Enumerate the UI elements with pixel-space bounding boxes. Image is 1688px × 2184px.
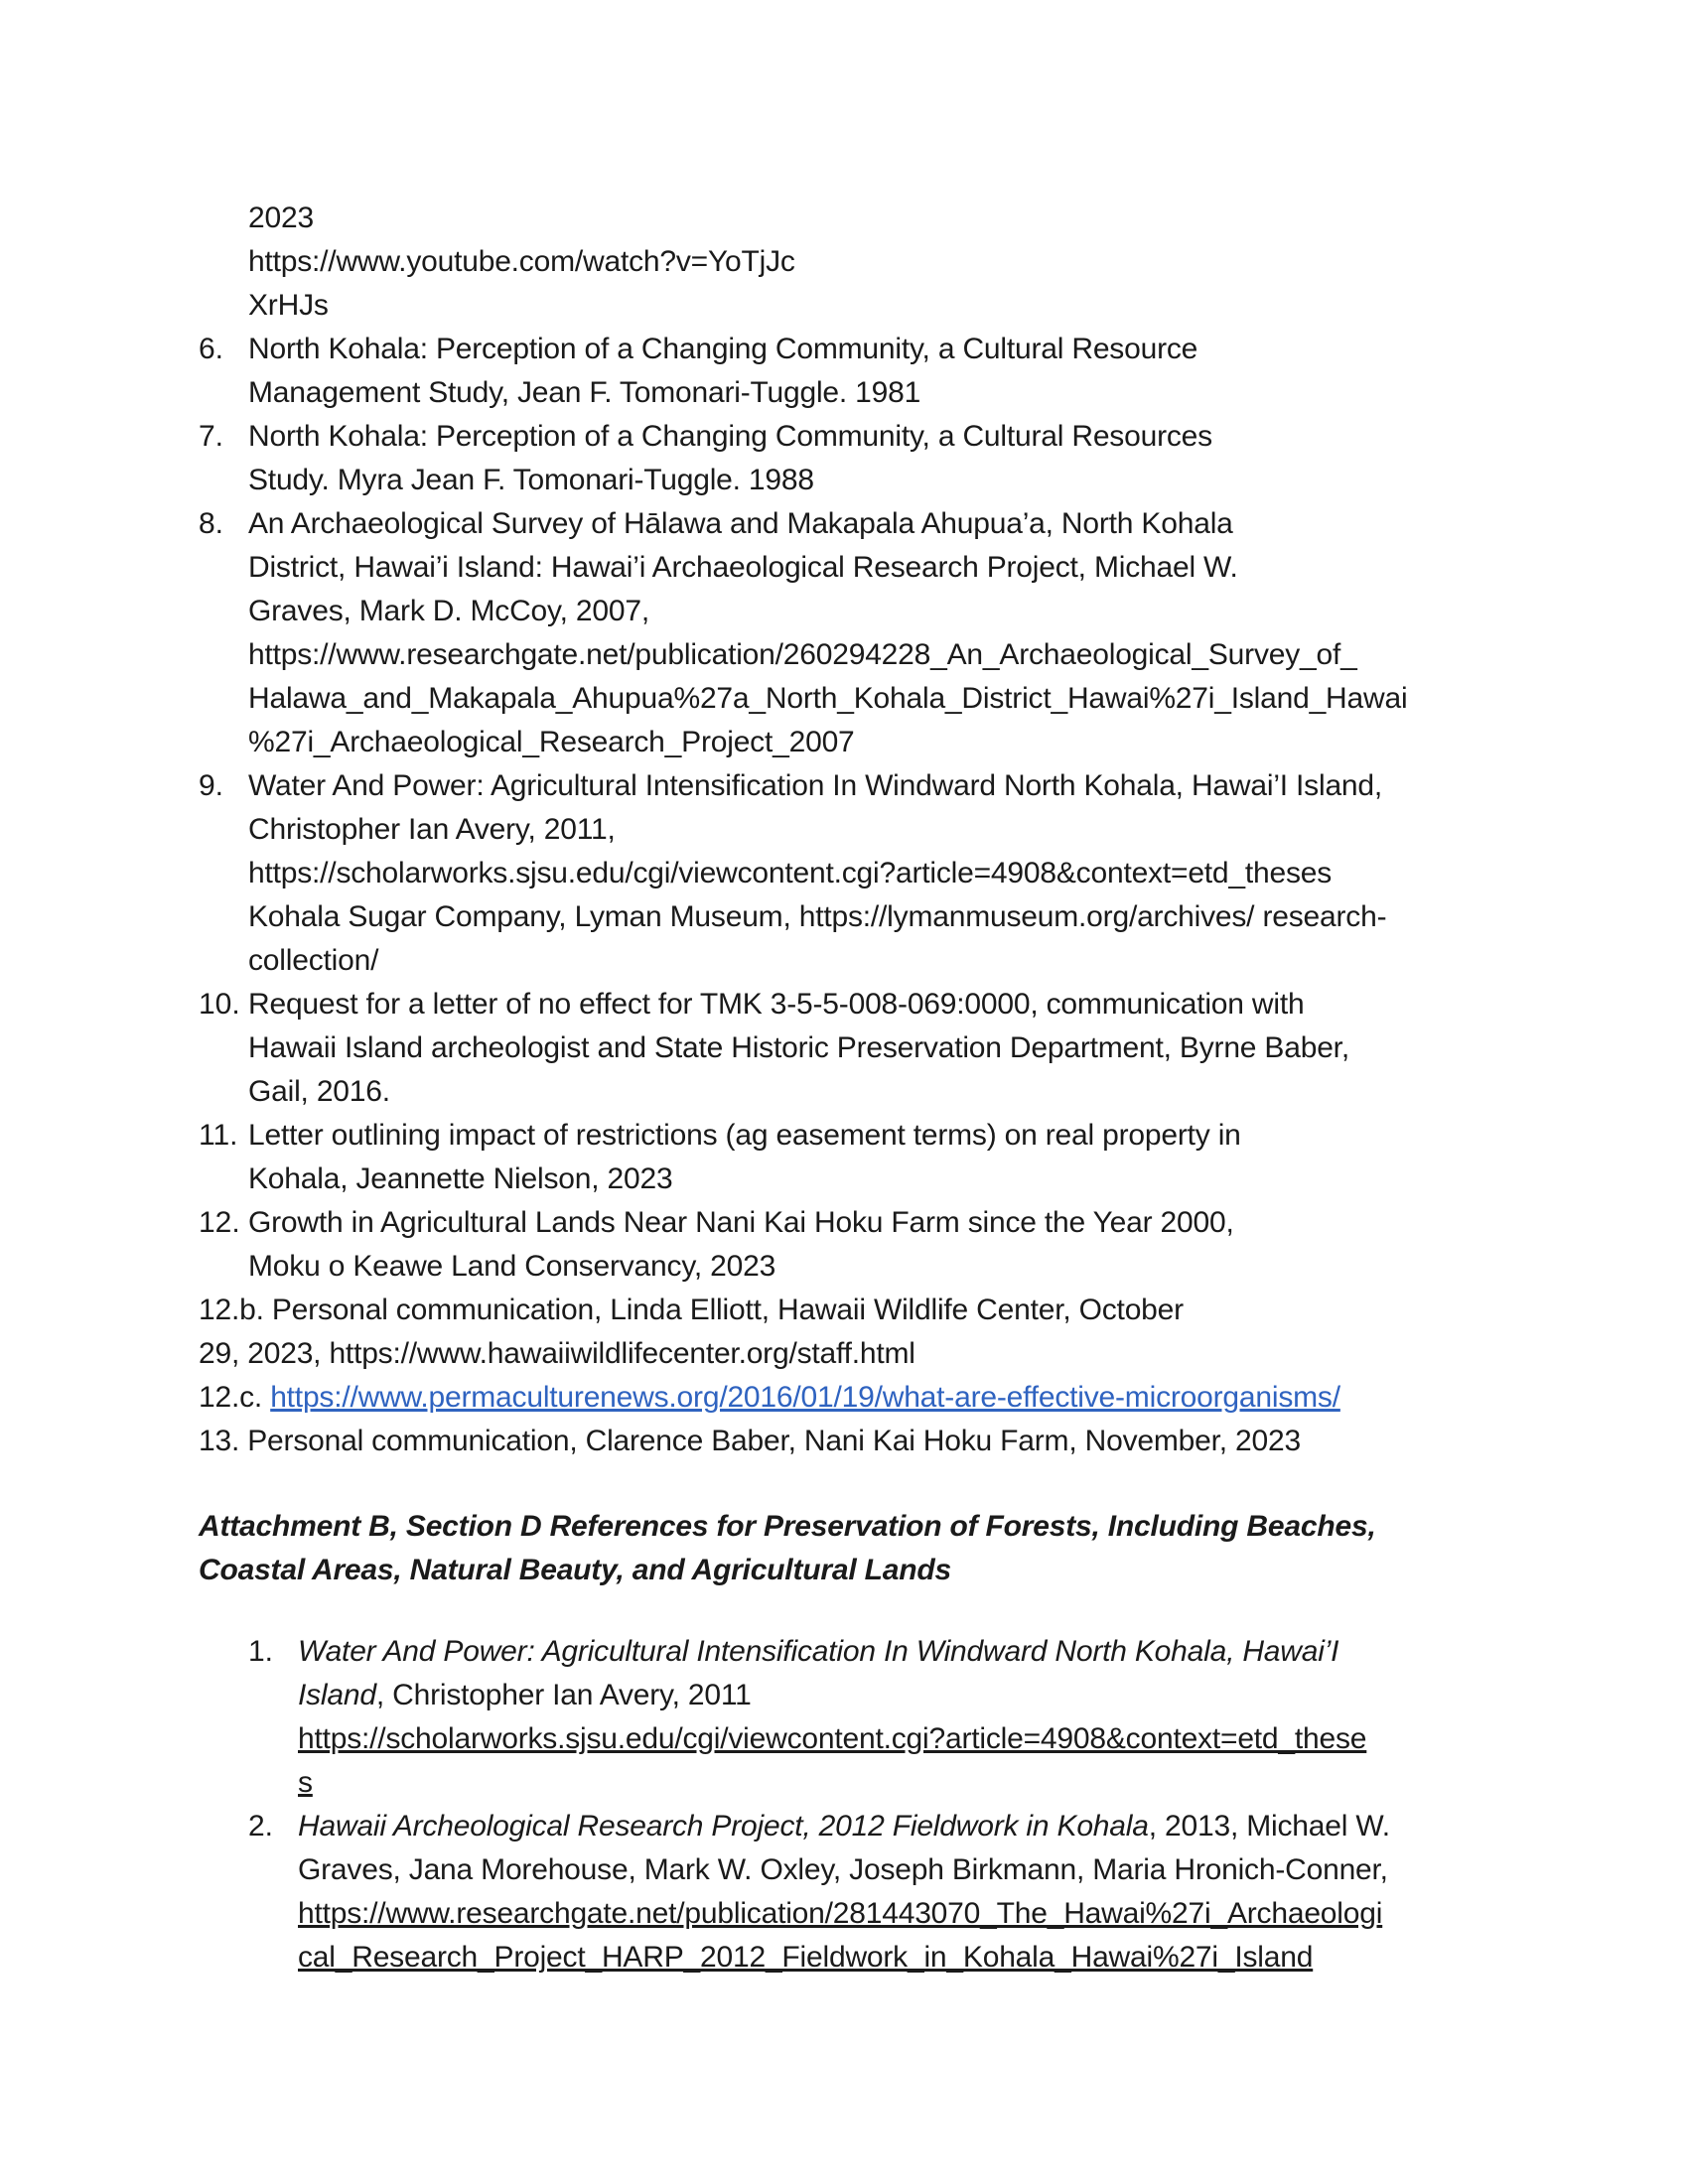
ref-10-line-3: Gail, 2016.	[248, 1075, 390, 1108]
ref-7-line-2: Study. Myra Jean F. Tomonari-Tuggle. 1988	[248, 464, 814, 496]
section-d-item-1-title-1: Water And Power: Agricultural Intensification In Windward North Kohala, Hawai’I	[298, 1635, 1339, 1668]
section-d-item-2-line-2: Graves, Jana Morehouse, Mark W. Oxley, Joseph Birkmann, Maria Hronich-Conner,	[298, 1853, 1388, 1886]
ref-11-number: 11.	[199, 1119, 238, 1152]
ref-9-url: https://scholarworks.sjsu.edu/cgi/viewcontent.cgi?article=4908&context=etd_theses	[248, 857, 1333, 889]
ref-13-line: 13. Personal communication, Clarence Baber, Nani Kai Hoku Farm, November, 2023	[199, 1425, 1301, 1457]
section-d-item-2-year: , 2013, Michael W.	[1148, 1810, 1390, 1843]
section-d-item-2-number: 2.	[248, 1810, 274, 1843]
section-d-item-1-line-2	[298, 1674, 752, 1717]
ref-12c-prefix: 12.c.	[199, 1381, 263, 1414]
ref-9-line-4: Kohala Sugar Company, Lyman Museum, https://lymanmuseum.org/archives/ research-	[248, 900, 1387, 933]
section-d-item-2-line-1	[298, 1805, 1390, 1848]
ref-9-line-1: Water And Power: Agricultural Intensification In Windward North Kohala, Hawai’I Island,	[248, 769, 1383, 802]
ref-8-url-1: https://www.researchgate.net/publication/260294228_An_Archaeological_Survey_of_	[248, 638, 1357, 671]
section-d-heading-line-1: Attachment B, Section D References for Preservation of Forests, Including Beaches,	[199, 1510, 1376, 1543]
ref-5-cont-url-tail: XrHJs	[248, 289, 329, 322]
ref-12b-line-2: 29, 2023, https://www.hawaiiwildlifecenter.org/staff.html	[199, 1337, 915, 1370]
ref-7-number: 7.	[199, 420, 224, 453]
ref-12-line-2: Moku o Keawe Land Conservancy, 2023	[248, 1250, 776, 1283]
ref-8-number: 8.	[199, 507, 224, 540]
ref-8-url-3: %27i_Archaeological_Research_Project_2007	[248, 726, 855, 758]
section-d-item-2-link-1[interactable]: https://www.researchgate.net/publication/281443070_The_Hawai%27i_Archaeologi	[298, 1897, 1383, 1930]
section-d-item-1-link-1[interactable]: https://scholarworks.sjsu.edu/cgi/viewcontent.cgi?article=4908&context=etd_these	[298, 1722, 1367, 1755]
ref-9-line-2: Christopher Ian Avery, 2011,	[248, 813, 616, 846]
ref-9-number: 9.	[199, 769, 224, 802]
ref-6-line-2: Management Study, Jean F. Tomonari-Tuggle. 1981	[248, 376, 921, 409]
section-d-item-1-link-2[interactable]: s	[298, 1766, 313, 1799]
ref-12-line-1: Growth in Agricultural Lands Near Nani Kai Hoku Farm since the Year 2000,	[248, 1206, 1234, 1239]
ref-12-number: 12.	[199, 1206, 240, 1239]
section-d-item-1-number: 1.	[248, 1635, 274, 1668]
ref-6-line-1: North Kohala: Perception of a Changing Community, a Cultural Resource	[248, 333, 1198, 365]
ref-8-line-1: An Archaeological Survey of Hālawa and Makapala Ahupua’a, North Kohala	[248, 507, 1233, 540]
ref-8-url-2: Halawa_and_Makapala_Ahupua%27a_North_Kohala_District_Hawai%27i_Island_Hawai	[248, 682, 1408, 715]
ref-9-line-5: collection/	[248, 944, 379, 977]
ref-11-line-2: Kohala, Jeannette Nielson, 2023	[248, 1162, 673, 1195]
ref-8-line-2: District, Hawai’i Island: Hawai’i Archaeological Research Project, Michael W.	[248, 551, 1238, 584]
section-d-item-2-link-2[interactable]: cal_Research_Project_HARP_2012_Fieldwork_in_Kohala_Hawai%27i_Island	[298, 1941, 1314, 1974]
ref-7-line-1: North Kohala: Perception of a Changing Community, a Cultural Resources	[248, 420, 1212, 453]
section-d-heading-line-2: Coastal Areas, Natural Beauty, and Agricultural Lands	[199, 1554, 951, 1586]
section-d-item-2-title: Hawaii Archeological Research Project, 2012 Fieldwork in Kohala	[298, 1810, 1149, 1843]
permaculture-link[interactable]: https://www.permaculturenews.org/2016/01/19/what-are-effective-microorganisms/	[270, 1381, 1340, 1414]
ref-5-cont-url: https://www.youtube.com/watch?v=YoTjJc	[248, 245, 795, 278]
section-d-item-1-author: , Christopher Ian Avery, 2011	[375, 1679, 752, 1711]
ref-12c-line	[199, 1376, 1340, 1420]
ref-10-line-2: Hawaii Island archeologist and State Historic Preservation Department, Byrne Baber,	[248, 1031, 1349, 1064]
ref-11-line-1: Letter outlining impact of restrictions (ag easement terms) on real property in	[248, 1119, 1241, 1152]
ref-6-number: 6.	[199, 333, 224, 365]
ref-5-cont-year: 2023	[248, 202, 314, 234]
ref-8-line-3: Graves, Mark D. McCoy, 2007,	[248, 595, 649, 627]
ref-12b-line-1: 12.b. Personal communication, Linda Elliott, Hawaii Wildlife Center, October	[199, 1294, 1184, 1326]
section-d-item-1-title-2: Island	[298, 1679, 376, 1711]
ref-10-line-1: Request for a letter of no effect for TMK 3-5-5-008-069:0000, communication with	[248, 988, 1305, 1021]
ref-10-number: 10.	[199, 988, 240, 1021]
